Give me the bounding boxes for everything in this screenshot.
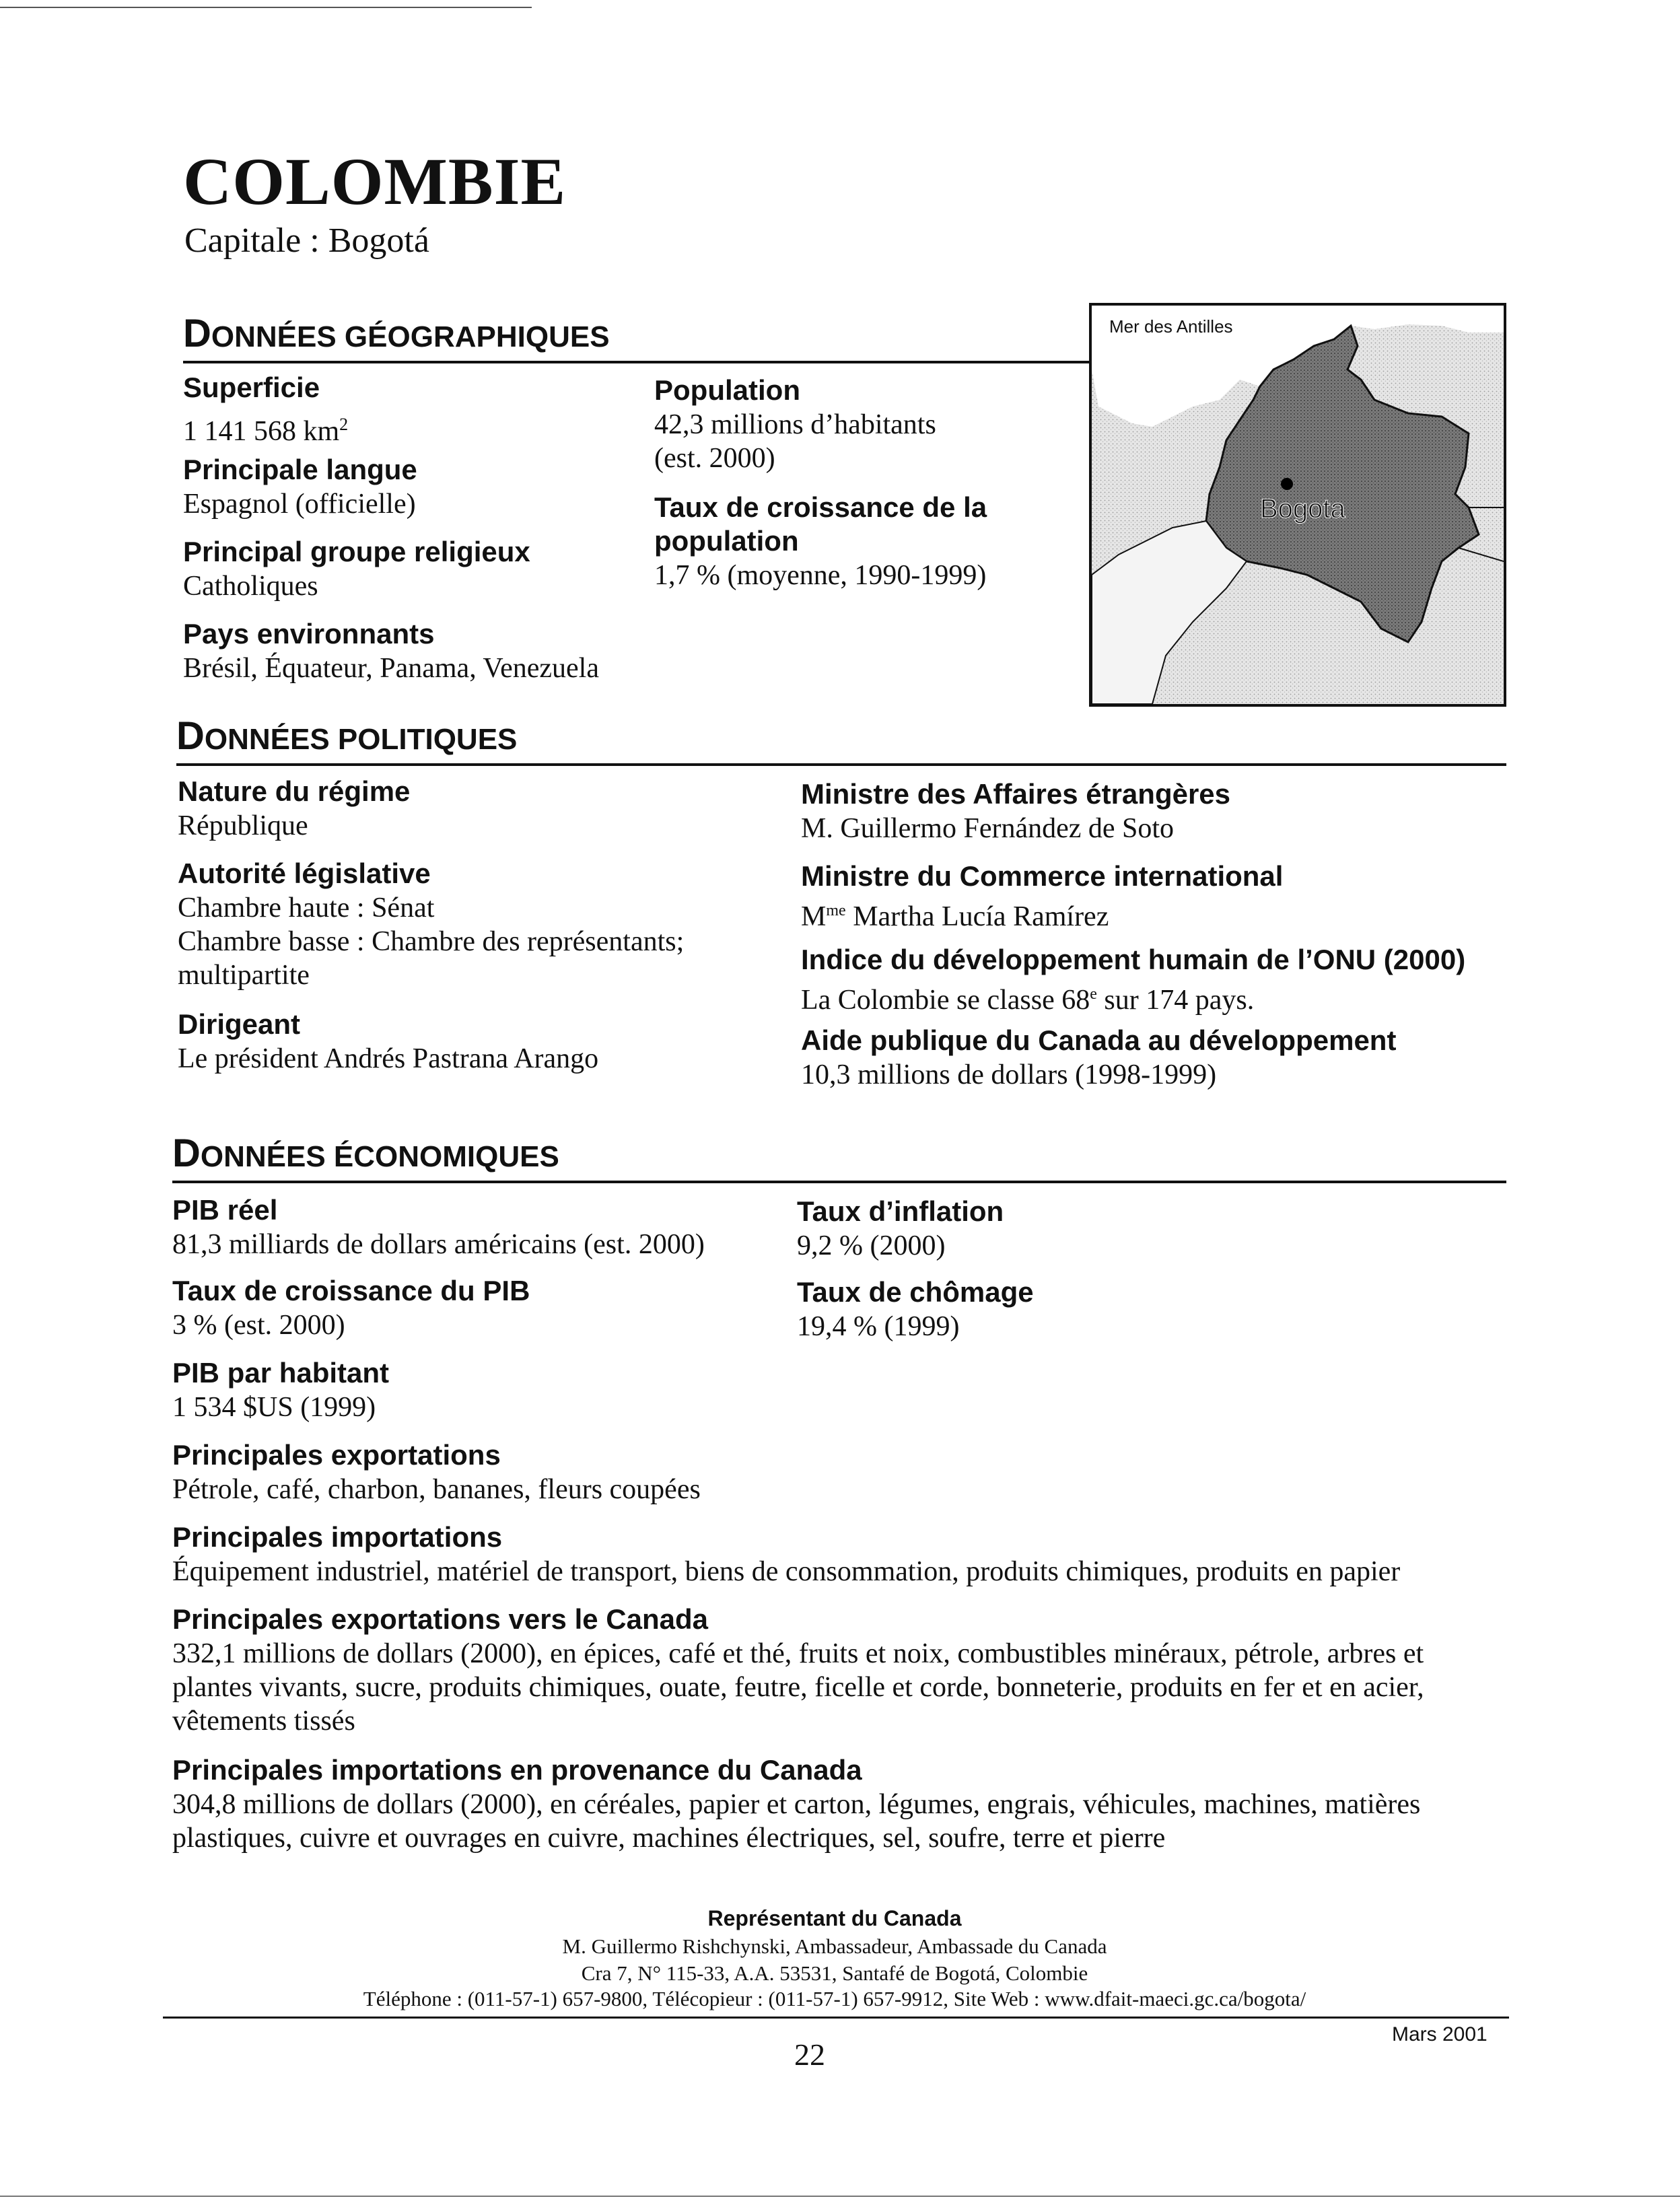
scan-edge-line-top xyxy=(0,7,532,8)
importations-value: Équipement industriel, matériel de transport, biens de consommation, produits chimiques, produits en papier xyxy=(172,1556,1401,1587)
superficie-value: 1 141 568 $km^2$ xyxy=(183,415,349,447)
croissance-label-1: Taux de croissance de la xyxy=(654,491,987,523)
chomage-value: 19,4 % (1999) xyxy=(797,1311,960,1342)
population-value-2: (est. 2000) xyxy=(654,443,775,474)
superficie-label: Superficie xyxy=(183,372,320,403)
rep-line3: Téléphone : (011-57-1) 657-9800, Télécopieur : (011-57-1) 657-9912, Site Web : www.dfait-maeci.gc.ca/bogota/ xyxy=(363,1987,1306,2010)
population-label: Population xyxy=(654,374,800,406)
rep-title: Représentant du Canada xyxy=(707,1906,962,1930)
legislative-label: Autorité législative xyxy=(178,857,431,889)
ministre-ci-value: $M^{me}$ Martha Lucía Ramírez xyxy=(801,901,1109,932)
pib-hab-label: PIB par habitant xyxy=(172,1357,390,1389)
religion-label: Principal groupe religieux xyxy=(183,536,530,567)
country-title: COLOMBIE xyxy=(183,144,567,219)
inflation-value: 9,2 % (2000) xyxy=(797,1230,946,1261)
exp-canada-line3: vêtements tissés xyxy=(172,1706,355,1737)
croissance-value: 1,7 % (moyenne, 1990-1999) xyxy=(654,560,987,591)
exp-canada-label: Principales exportations vers le Canada xyxy=(172,1603,708,1635)
pib-hab-value: 1 534 $US (1999) xyxy=(172,1392,376,1423)
footer-rule xyxy=(163,2017,1509,2019)
pol-rule xyxy=(176,763,1506,766)
pib-value: 81,3 milliards de dollars américains (est. 2000) xyxy=(172,1229,705,1260)
geo-rule xyxy=(183,361,1092,363)
capital-line: Capitale : Bogotá xyxy=(184,221,429,260)
legislative-line2: Chambre basse : Chambre des représentants; xyxy=(178,926,685,957)
map-capital-dot xyxy=(1281,478,1293,490)
regime-value: République xyxy=(178,810,308,841)
eco-rule xyxy=(172,1181,1506,1183)
ministre-ae-label: Ministre des Affaires étrangères xyxy=(801,778,1231,810)
religion-value: Catholiques xyxy=(183,571,318,602)
map-city-label: Bogota xyxy=(1260,494,1345,524)
idh-label: Indice du développement humain de l’ONU (2000) xyxy=(801,944,1466,975)
exp-canada-line1: 332,1 millions de dollars (2000), en épices, café et thé, fruits et noix, combustibles minéraux, pétrole, arbres et xyxy=(172,1638,1424,1669)
page-number: 22 xyxy=(794,2037,825,2072)
croissance-pib-value: 3 % (est. 2000) xyxy=(172,1310,345,1341)
aide-value: 10,3 millions de dollars (1998-1999) xyxy=(801,1059,1217,1090)
imp-canada-line2: plastiques, cuivre et ouvrages en cuivre, machines électriques, sel, soufre, terre et pierre xyxy=(172,1823,1166,1854)
dirigeant-label: Dirigeant xyxy=(178,1008,301,1040)
eco-heading: DONNÉES ÉCONOMIQUES xyxy=(172,1131,559,1175)
exp-canada-line2: plantes vivants, sucre, produits chimiques, ouate, feutre, ficelle et corde, bonneterie, produits en fer et en acier, xyxy=(172,1672,1424,1703)
imp-canada-line1: 304,8 millions de dollars (2000), en céréales, papier et carton, légumes, engrais, véhicules, machines, matières xyxy=(172,1789,1421,1820)
idh-value: La Colombie se classe 68e sur 174 pays. xyxy=(801,985,1255,1016)
langue-value: Espagnol (officielle) xyxy=(183,489,416,520)
population-value-1: 42,3 millions d’habitants xyxy=(654,409,936,440)
exportations-value: Pétrole, café, charbon, bananes, fleurs coupées xyxy=(172,1474,701,1505)
dirigeant-value: Le président Andrés Pastrana Arango xyxy=(178,1043,599,1074)
croissance-pib-label: Taux de croissance du PIB xyxy=(172,1275,530,1306)
map-colombia xyxy=(1089,303,1506,707)
voisins-label: Pays environnants xyxy=(183,618,435,650)
scan-edge-line-bottom xyxy=(0,2196,1680,2197)
importations-label: Principales importations xyxy=(172,1521,503,1553)
map-graphic xyxy=(1092,306,1504,704)
footer-date: Mars 2001 xyxy=(1392,2023,1488,2045)
voisins-value: Brésil, Équateur, Panama, Venezuela xyxy=(183,653,599,684)
langue-label: Principale langue xyxy=(183,454,417,485)
imp-canada-label: Principales importations en provenance du Canada xyxy=(172,1754,862,1786)
map-sea-label: Mer des Antilles xyxy=(1109,316,1233,337)
aide-label: Aide publique du Canada au développement xyxy=(801,1024,1397,1056)
regime-label: Nature du régime xyxy=(178,775,411,807)
legislative-line3: multipartite xyxy=(178,960,310,991)
croissance-label-2: population xyxy=(654,525,799,557)
pib-label: PIB réel xyxy=(172,1194,278,1226)
pol-heading: DONNÉES POLITIQUES xyxy=(176,714,518,758)
ministre-ae-value: M. Guillermo Fernández de Soto xyxy=(801,813,1175,844)
rep-line2: Cra 7, N° 115-33, A.A. 53531, Santafé de Bogotá, Colombie xyxy=(581,1961,1088,1985)
inflation-label: Taux d’inflation xyxy=(797,1195,1004,1227)
ministre-ci-label: Ministre du Commerce international xyxy=(801,860,1284,892)
chomage-label: Taux de chômage xyxy=(797,1276,1034,1308)
rep-line1: M. Guillermo Rishchynski, Ambassadeur, Ambassade du Canada xyxy=(562,1934,1107,1958)
legislative-line1: Chambre haute : Sénat xyxy=(178,892,435,923)
geo-heading: DONNÉES GÉOGRAPHIQUES xyxy=(183,312,610,355)
exportations-label: Principales exportations xyxy=(172,1439,501,1471)
